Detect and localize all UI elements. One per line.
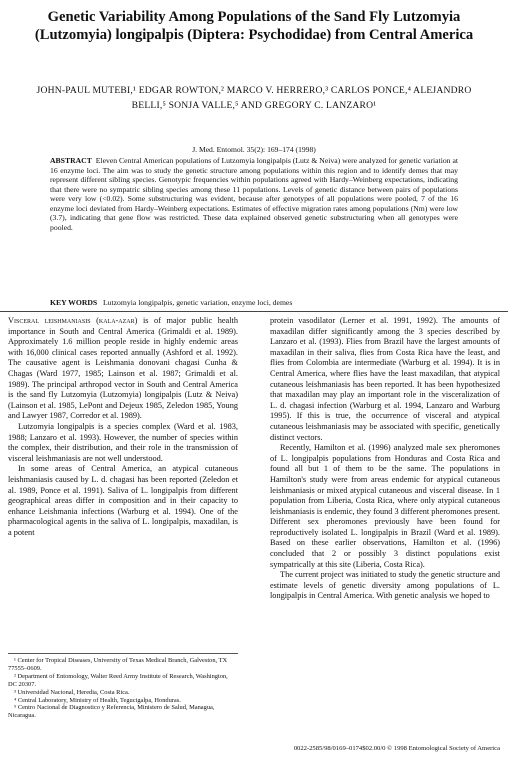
footnote: ⁵ Centro Nacional de Diagnostico y Referencia, Ministero de Salud, Managua, Nicaragua. (8, 704, 215, 720)
body-paragraph: protein vasodilator (Lerner et al. 1991, 1992). The amounts of maxadilan differ significantly among the 3 species described by Lanzaro et al. (1993). Flies from Brazil have the largest amounts of maxadilan in their saliva, flies from Costa Rica have the least, and flies from Colombia are intermediate (Warburg et al. 1994). It is in Central America, where flies have the least maxadilan, that atypical cutaneous leishmaniasis has been reported. It has been hypothesized that maxadilan may play an important role in the visceralization of L. d. chagasi infection (Warburg et al. 1994, Lanzaro and Warburg 1995). If this is true, the occurrence of visceral and atypical cutaneous leishmaniasis may be associated with specific, genetically distinct vectors. (270, 316, 500, 442)
journal-citation: J. Med. Entomol. 35(2): 169–174 (1998) (192, 145, 316, 154)
body-column-left (8, 316, 238, 538)
body-paragraph: Recently, Hamilton et al. (1996) analyzed male sex pheromones of L. longipalpis populations from Honduras and Costa Rica and found all but 1 of them to be the same. The populations in Hamilton's study were from areas endemic for atypical cutaneous leishmaniasis or mixed atypical cutaneous and visceral disease. In 1 population from Liberia, Costa Rica, where only atypical cutaneous leishmaniasis is endemic, they found 3 different pheromones present. Different sex pheromones previously have been found for reproductively isolated L. longipalpis in Brazil (Ward et al. 1989). Based on these earlier observations, Hamilton et al. (1996) concluded that 2 or possibly 3 distinct populations exist sympatrically at this site (Liberia, Costa Rica). (270, 443, 500, 569)
paragraph-text: is of major public health importance in South and Central America (Grimaldi et al. 1989). Approximately 1.6 million people reside in highly endemic areas with 16,000 clinical cases reported annually (Ashford et al. 1992). The causative agent is Leishmania donovani chagasi Cunha & Chagas (Ward 1977, 1985; Lainson et al. 1987; Grimaldi et al. 1989). The principal arthropod vector in South and Central America is the sand fly Lutzomyia (Lutzomyia) longipalpis (Lutz & Neiva) (Lainson et al. 1985, LePont and Dejeux 1985, Zeledon 1985, Young and Lawyer 1987, Corredor et al. 1989). (8, 316, 238, 421)
lead-in-text: Visceral leishmaniasis (kala-azar) (8, 316, 138, 325)
keywords-text: Lutzomyia longipalpis, genetic variation, enzyme loci, demes (102, 298, 293, 307)
section-divider (0, 311, 508, 312)
keywords-label: KEY WORDS (50, 298, 98, 307)
footnote: ¹ Center for Tropical Diseases, University of Texas Medical Branch, Galveston, TX 77555–0609. (8, 657, 228, 672)
affiliation-footnotes (8, 653, 238, 720)
footnote: ⁴ Central Laboratory, Ministry of Health, Tegucigalpa, Honduras. (14, 696, 181, 704)
footnote: ³ Universidad Nacional, Heredia, Costa Rica. (14, 688, 130, 696)
body-paragraph (8, 316, 238, 422)
abstract-text: Eleven Central American populations of Lutzomyia longipalpis (Lutz & Neiva) were analyzed for genetic variation at 16 enzyme loci. The aim was to study the genetic structure among populations within this region and to identify demes that may represent different sibling species. Genotypic frequencies within populations agreed with Hardy–Weinberg expectations, indicating that there were no sympatric sibling species among these 11 populations. Levels of genetic distance between pairs of populations were very low (<0.02). Some substructuring was evident, because after genotypes of all populations were pooled, 7 of the 16 enzyme loci deviated from Hardy–Weinberg expectations. Estimates of effective migration rates among populations (Nm) were low (3.7), indicating that gene flow was restricted. These data explained observed genetic substructuring when all genotypes were pooled. (50, 156, 458, 232)
footnote: ² Department of Entomology, Walter Reed Army Institute of Research, Washington, DC 20307. (8, 672, 228, 688)
abstract (50, 156, 458, 232)
keywords (50, 298, 458, 308)
body-paragraph: Lutzomyia longipalpis is a species complex (Ward et al. 1983, 1988; Lanzaro et al. 1993). However, the number of species within the complex, their distribution, and their role in the transmission of visceral leishmaniasis are not well understood. (8, 421, 238, 463)
author-list: JOHN-PAUL MUTEBI,¹ EDGAR ROWTON,² MARCO V. HERRERO,³ CARLOS PONCE,⁴ ALEJANDRO BELLI,⁵ SONJA VALLE,⁵ AND GREGORY C. LANZARO¹ (36, 85, 472, 111)
abstract-label: ABSTRACT (50, 156, 92, 165)
copyright-line: 0022-2585/98/0169–0174$02.00/0 © 1998 Entomological Society of America (293, 745, 500, 752)
body-column-right (270, 316, 500, 602)
body-paragraph: In some areas of Central America, an atypical cutaneous leishmaniasis caused by L. d. chagasi has been reported (Zeledon et al. 1989, Ponce et al. 1991). Saliva of L. longipalpis from different geographical areas differ in composition and in their capacity to enhance Leishmania infections (Warburg et al. 1994). One of the pharmacological agents in the saliva of L. longipalpis, maxadilan, is a potent (8, 464, 238, 537)
body-paragraph: The current project was initiated to study the genetic structure and estimate levels of genetic diversity among populations of L. longipalpis in Central America. With genetic analysis we hoped to (270, 570, 500, 601)
article-title: Genetic Variability Among Populations of the Sand Fly Lutzomyia (Lutzomyia) longipalpis (Diptera: Psychodidae) from Central America (34, 9, 474, 43)
